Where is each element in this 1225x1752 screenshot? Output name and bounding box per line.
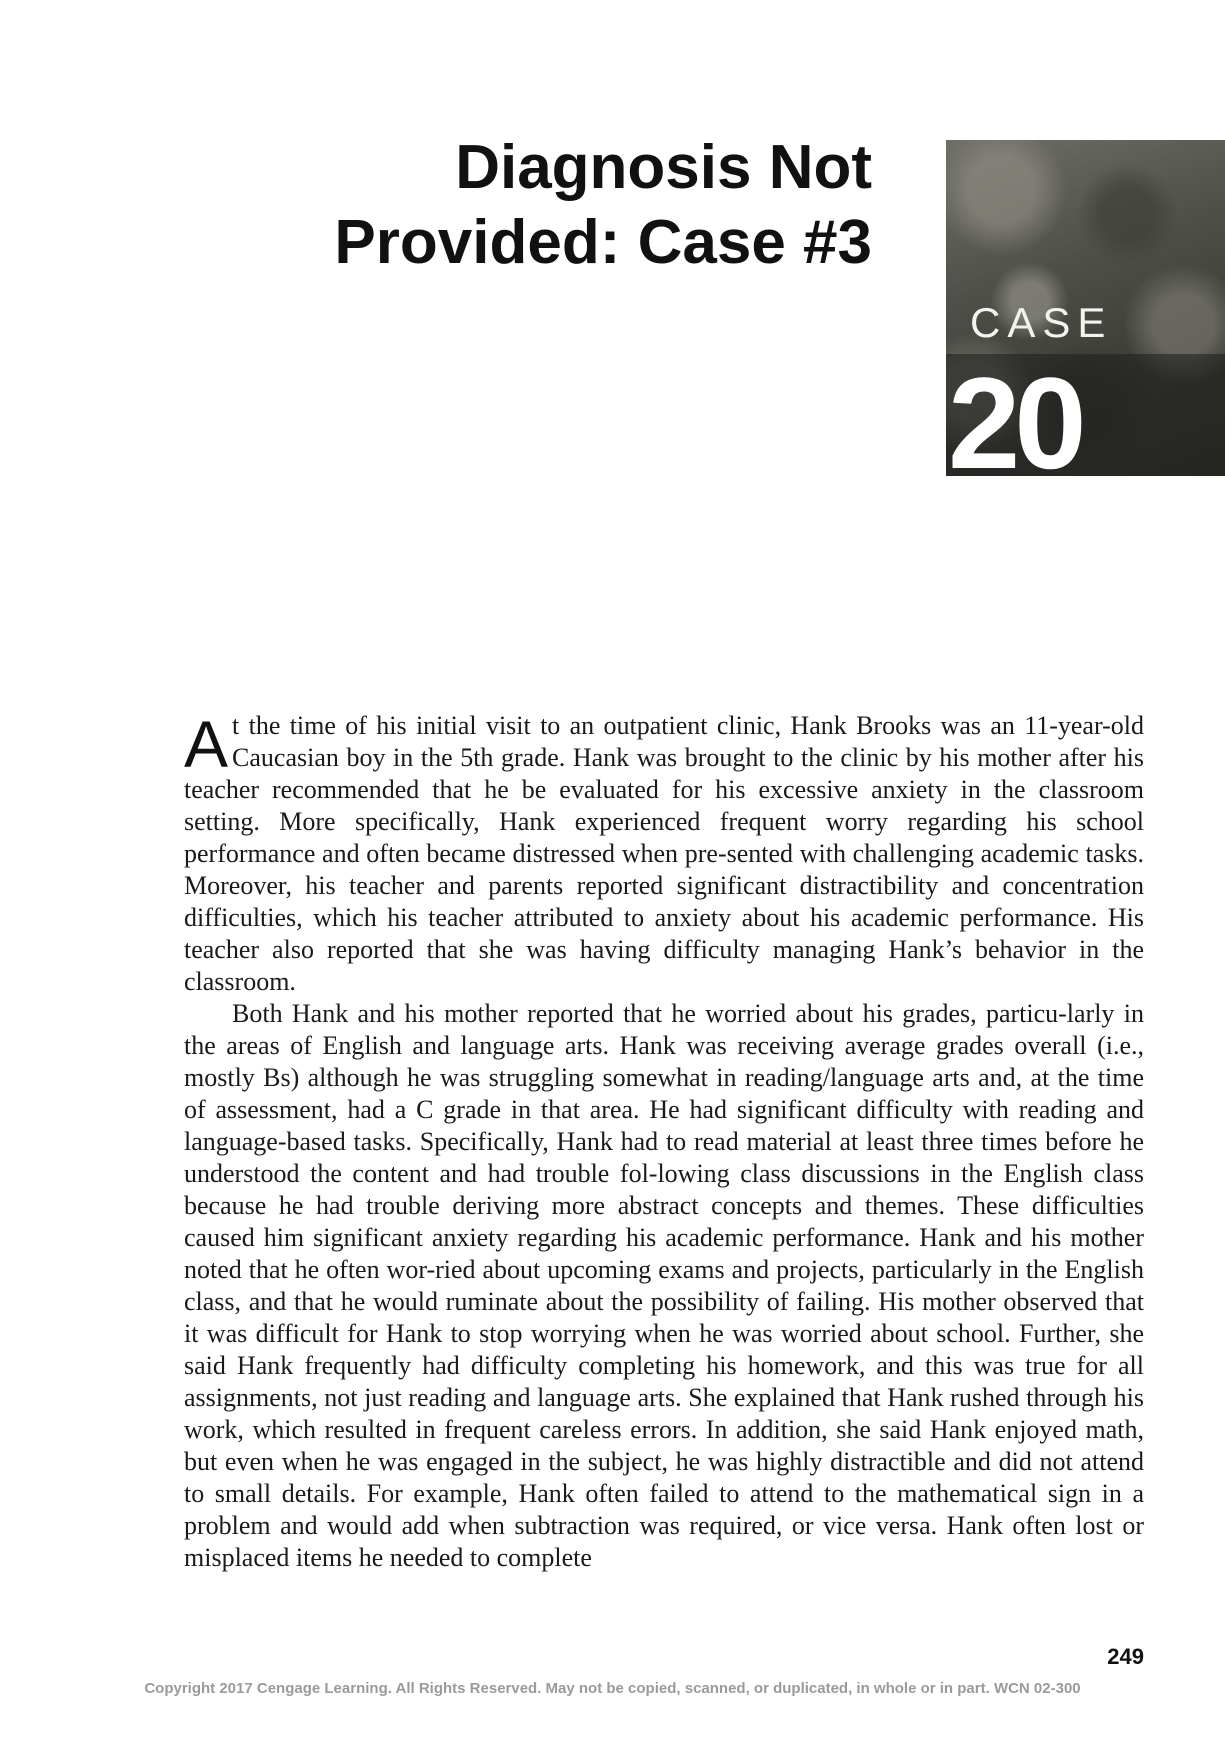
copyright-notice: Copyright 2017 Cengage Learning. All Rights Reserved. May not be copied, scanned, or duplicated, in whole or in part. WCN 02-300: [144, 1680, 1081, 1697]
body-text: [184, 707, 1144, 1574]
case-number: 20: [948, 350, 1081, 476]
paragraph-2: Both Hank and his mother reported that he worried about his grades, particu-larly in the areas of English and language arts. Hank was receiving average grades overall (i.e., mostly Bs) although he was struggling somewhat in reading/language arts and, at the time of assessment, had a C grade in that area. He had significant difficulty with reading and language-based tasks. Specifically, Hank had to read material at least three times before he understood the content and had trouble fol-lowing class discussions in the English class because he had trouble deriving more abstract concepts and themes. These difficulties caused him significant anxiety regarding his academic performance. Hank and his mother noted that he often wor-ried about upcoming exams and projects, particularly in the English class, and that he would ruminate about the possibility of failing. His mother observed that it was difficult for Hank to stop worrying when he was worried about school. Further, she said Hank frequently had difficulty completing his homework, and this was true for all assignments, not just reading and language arts. She explained that Hank rushed through his work, which resulted in frequent careless errors. In addition, she said Hank enjoyed math, but even when he was engaged in the subject, he was highly distractible and did not attend to small details. For example, Hank often failed to attend to the mathematical sign in a problem and would add when subtraction was required, or vice versa. Hank often lost or misplaced items he needed to complete: [184, 999, 1144, 1572]
drop-cap: A: [184, 707, 229, 781]
paragraph-1-text: t the time of his initial visit to an outpatient clinic, Hank Brooks was an 11-year-old Caucasian boy in the 5th grade. Hank was brought to the clinic by his mother after his teacher recommended that he be evaluated for his excessive anxiety in the classroom setting. More specifically, Hank experienced frequent worry regarding his school performance and often became distressed when pre-sented with challenging academic tasks. Moreover, his teacher and parents reported significant distractibility and concentration difficulties, which his teacher attributed to anxiety about his academic performance. His teacher also reported that she was having difficulty managing Hank’s behavior in the classroom.: [184, 711, 1144, 996]
chapter-title: [152, 130, 872, 280]
chapter-title-line-2: Provided: Case #3: [334, 208, 872, 277]
paragraph-1: [184, 707, 1144, 998]
page-number: 249: [1107, 1644, 1144, 1669]
case-label: CASE: [970, 299, 1113, 346]
chapter-title-line-1: Diagnosis Not: [455, 133, 872, 202]
case-number-badge: [946, 140, 1225, 476]
